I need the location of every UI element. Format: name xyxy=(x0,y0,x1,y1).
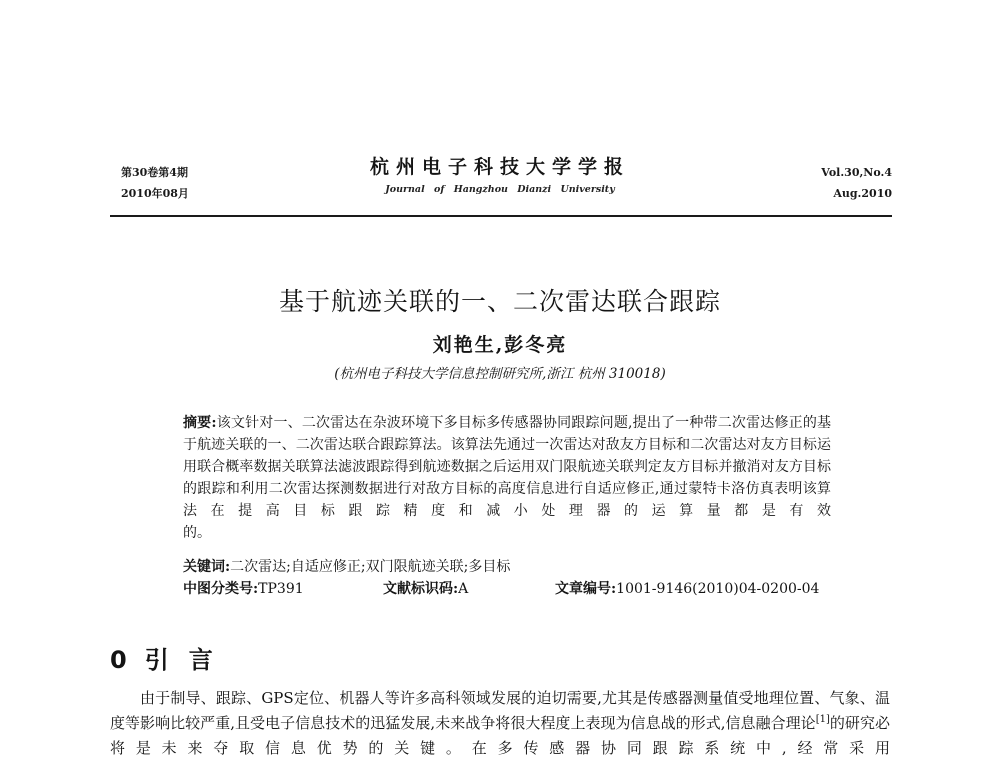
classification-line xyxy=(183,578,831,600)
doc-code-label: 文献标识码: xyxy=(383,581,459,597)
section-heading xyxy=(110,640,233,675)
clc-value: TP391 xyxy=(258,581,304,597)
section-title: 引言 xyxy=(144,646,233,674)
abstract xyxy=(183,412,831,544)
keywords xyxy=(183,556,831,578)
doc-code-value: A xyxy=(458,581,469,597)
article-title: 基于航迹关联的一、二次雷达联合跟踪 xyxy=(278,287,721,316)
header-rule xyxy=(110,215,892,217)
clc-field xyxy=(183,578,304,600)
abstract-label: 摘要: xyxy=(183,415,217,431)
journal-header xyxy=(300,154,700,195)
header-date-en: Aug.2010 xyxy=(833,187,892,200)
paragraph-text-a: 由于制导、跟踪、GPS定位、机器人等许多高科领域发展的迫切需要,尤其是传感器测量值受地理位置、气象、温度等影响比较严重,且受电子信息技术的迅猛发展,未来战争将很大程度上表现为信息战的形式,信息融合理论 xyxy=(110,689,890,732)
header-left xyxy=(121,162,261,204)
header-volume-cn: 第30卷第4期 xyxy=(121,166,188,179)
article-no-field xyxy=(555,578,819,600)
doc-code-field xyxy=(383,578,468,600)
article-no-value: 1001-9146(2010)04-0200-04 xyxy=(616,581,820,597)
section-number: 0 xyxy=(110,646,127,674)
header-right xyxy=(732,162,892,204)
journal-name-en: Journal of Hangzhou Dianzi University xyxy=(385,184,615,195)
article-authors: 刘艳生,彭冬亮 xyxy=(432,334,568,356)
keywords-label: 关键词: xyxy=(183,559,231,575)
journal-name-cn: 杭州电子科技大学学报 xyxy=(369,156,630,178)
author-affiliation: (杭州电子科技大学信息控制研究所,浙江 杭州 310018) xyxy=(334,366,666,382)
abstract-tail: 的。 xyxy=(183,525,211,541)
keywords-text: 二次雷达;自适应修正;双门限航迹关联;多目标 xyxy=(230,559,511,575)
body-text xyxy=(110,686,890,761)
abstract-text: 该文针对一、二次雷达在杂波环境下多目标多传感器协同跟踪问题,提出了一种带二次雷达修正的基于航迹关联的一、二次雷达联合跟踪算法。该算法先通过一次雷达对敌友方目标和二次雷达对友方目标运用联合概率数据关联算法滤波跟踪得到航迹数据之后运用双门限航迹关联判定友方目标并撤消对友方目标的跟踪和利用二次雷达探测数据进行对敌方目标的高度信息进行自适应修正,通过蒙特卡洛仿真表明该算法在提高目标跟踪精度和减小处理器的运算量都是有效 xyxy=(183,415,832,519)
article-no-label: 文章编号: xyxy=(555,581,617,597)
citation-ref: [1] xyxy=(815,714,830,725)
clc-label: 中图分类号: xyxy=(183,581,259,597)
header-volume-en: Vol.30,No.4 xyxy=(821,166,892,179)
paragraph-text-b: 的研究必将是未来夺取信息优势的关键。在多传感器协同跟踪系统中,经常采用 xyxy=(110,714,890,757)
header-date-cn: 2010年08月 xyxy=(121,187,189,200)
paragraph xyxy=(110,686,890,761)
